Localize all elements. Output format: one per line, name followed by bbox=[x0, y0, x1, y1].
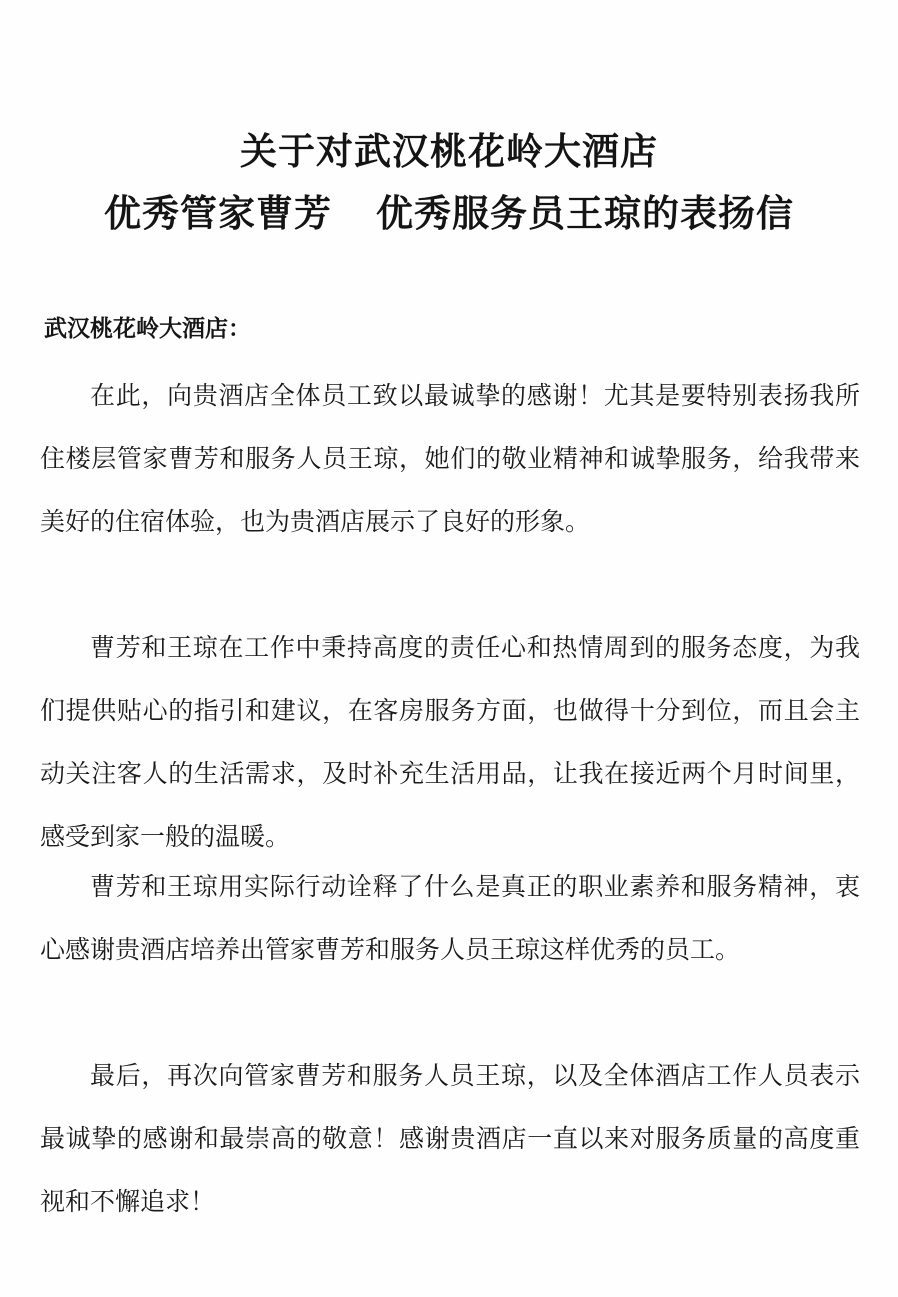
paragraph-3: 曹芳和王琼用实际行动诠释了什么是真正的职业素养和服务精神，衷心感谢贵酒店培养出管家曹芳和服务人员王琼这样优秀的员工。 bbox=[40, 872, 860, 964]
letter-title-line2 bbox=[0, 192, 898, 236]
paragraph-4: 最后，再次向管家曹芳和服务人员王琼，以及全体酒店工作人员表示最诚挚的感谢和最崇高的敬意！感谢贵酒店一直以来对服务质量的高度重视和不懈追求！ bbox=[40, 1061, 860, 1216]
salutation: 武汉桃花岭大酒店： bbox=[44, 316, 251, 342]
paragraph-2: 曹芳和王琼在工作中秉持高度的责任心和热情周到的服务态度，为我们提供贴心的指引和建议，在客房服务方面，也做得十分到位，而且会主动关注客人的生活需求，及时补充生活用品，让我在接近两个月时间里，感受到家一般的温暖。 bbox=[40, 633, 860, 851]
title-line2-part1: 优秀管家曹芳 bbox=[104, 192, 332, 235]
paragraph-1: 在此，向贵酒店全体员工致以最诚挚的感谢！尤其是要特别表扬我所住楼层管家曹芳和服务人员王琼，她们的敬业精神和诚挚服务，给我带来美好的住宿体验，也为贵酒店展示了良好的形象。 bbox=[40, 381, 860, 536]
letter-title-line1: 关于对武汉桃花岭大酒店 bbox=[240, 130, 658, 173]
title-line2-part2: 优秀服务员王琼的表扬信 bbox=[376, 192, 794, 235]
